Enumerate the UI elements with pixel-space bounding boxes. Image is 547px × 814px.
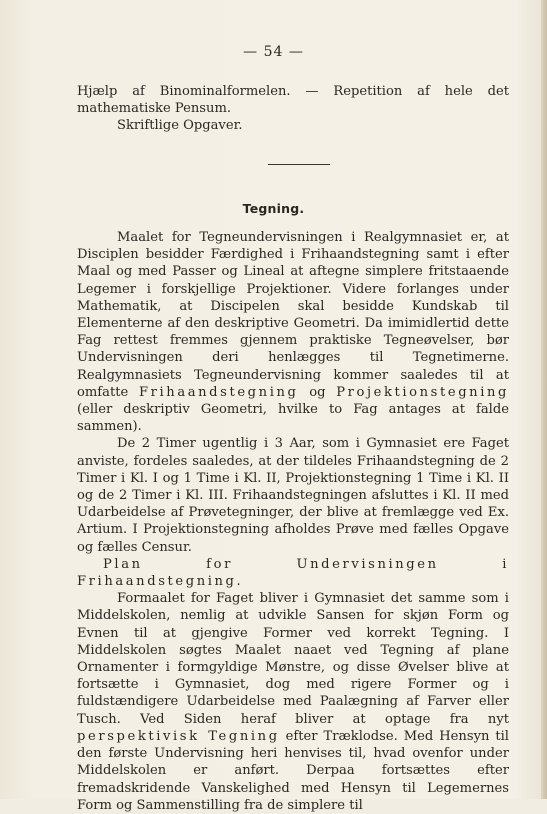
spaced-term-freehand: Frihaandstegning <box>138 384 299 400</box>
paragraph-hours: De 2 Timer ugentlig i 3 Aar, som i Gymnasiet ere Faget anviste, fordeles saaledes, at der tildeles Frihaandstegning de 2 Timer i Kl. I og 1 Time i Kl. II, Projektionstegning 1 Time i Kl. II og de 2 Timer i Kl. III. Frihaandstegningen afsluttes i Kl. II med Udarbeidelse af Prøvetegninger, der blive at fremlægge ved Ex. Artium. I Projektionstegning afholdes Prøve med fælles Opgave og fælles Censur. <box>77 436 509 555</box>
paragraph-purpose-text: Formaalet for Faget bliver i Gymnasiet det samme som i Middelskolen, nemlig at udvikle Sansen for skjøn Form og Evnen til at gjengive Former ved korrekt Tegning. I Middelskolen søgtes Maalet naaet ved Tegning af plane Ornamenter i formgyldige Mønstre, og disse Øvelser blive at fortsætte i Gymnasiet, dog med rigere Former og i fuldstændigere Udarbeidelse med Paalægning af Farver eller Tusch. Ved Siden heraf bliver at optage fra nyt <box>77 591 509 727</box>
body-text <box>77 229 509 814</box>
intro-line-2: Skriftlige Opgaver. <box>117 118 243 134</box>
paragraph-aim-tail: (eller deskriptiv Geometri, hvilke to Fag antages at falde sammen). <box>77 402 509 435</box>
section-heading: Tegning. <box>242 201 305 216</box>
paragraph-purpose <box>77 590 509 814</box>
page-number: — 54 — <box>243 44 304 60</box>
plan-subheading: Plan for Undervisningen i Frihaandstegning. <box>77 556 509 590</box>
spaced-term-projection: Projektionstegning <box>336 384 510 400</box>
paragraph-aim <box>77 229 509 435</box>
conjunction: og <box>309 384 326 400</box>
intro-line: Hjælp af Binominalformelen. — Repetition af hele det mathematiske Pensum. <box>77 84 509 117</box>
paragraph-purpose-tail: efter Træklodse. Med Hensyn til den første Undervisning heri henvises til, hvad ovenfor under Middelskolen er anført. Derpaa fortsættes efter fremadskridende Vanskelighed med Hensyn til Legemernes Form og Sammenstilling fra de simplere til <box>77 728 509 813</box>
spaced-term-perspective: perspektivisk Tegning <box>77 728 280 744</box>
paragraph-aim-text: Maalet for Tegneundervisningen i Realgymnasiet er, at Disciplen besidder Færdighed i Frihaandstegning samt i efter Maal og med Passer og Lineal at aftegne simplere fritstaaende Legemer i forskjellige Projektioner. Videre forlanges under Mathematik, at Discipelen skal besidde Kundskab til Elementerne af den deskriptive Geometri. Da imimidlertid dette Fag rettest fremmes gjennem praktiske Tegneøvelser, bør Undervisningen deri henlægges til Tegnetimerne. Realgymnasiets Tegneundervisning kommer saaledes til at omfatte <box>77 230 509 400</box>
section-divider <box>268 164 330 165</box>
page-edge <box>541 0 547 799</box>
intro-block <box>77 83 509 135</box>
